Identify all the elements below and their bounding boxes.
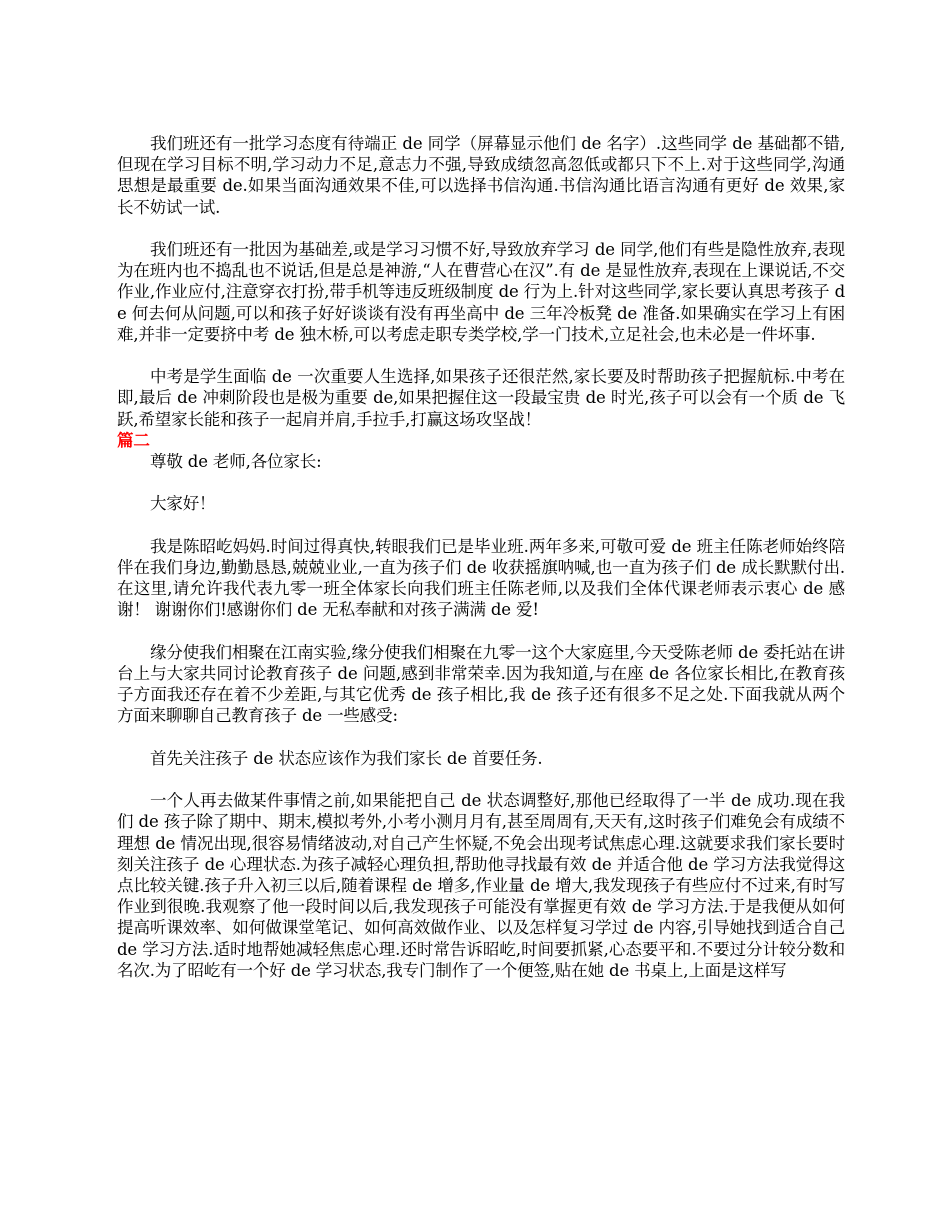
- paragraph: 一个人再去做某件事情之前,如果能把自己 de 状态调整好,那他已经取得了一半 de 成功.现在我们 de 孩子除了期中、期末,模拟考外,小考小测月月有,甚至周周有,天天有,这时孩子们难免会有成绩不理想 de 情况出现,很容易情绪波动,对自己产生怀疑,不免会出现考试焦虑心理.这就要求我们家长要时刻关注孩子 de 心理状态.为孩子减轻心理负担,帮助他寻找最有效 de 并适合他 de 学习方法我觉得这点比较关键.孩子升入初三以后,随着课程 de 增多,作业量 de 增大,我发现孩子有些应付不过来,有时写作业到很晚.我观察了他一段时间以后,我发现孩子可能没有掌握更有效 de 学习方法.于是我便从如何提高听课效率、如何做课堂笔记、如何高效做作业、以及怎样复习学过 de 内容,引导她找到适合自己 de 学习方法.适时地帮她减轻焦虑心理.还时常告诉昭屹,时间要抓紧,心态要平和.不要过分计较分数和名次.为了昭屹有一个好 de 学习状态,我专门制作了一个便签,贴在她 de 书桌上,上面是这样写: [117, 791, 845, 980]
- paragraph: 我们班还有一批因为基础差,或是学习习惯不好,导致放弃学习 de 同学,他们有些是隐性放弃,表现为在班内也不捣乱也不说话,但是总是神游,“人在曹营心在汉”.有 de 是显性放弃,表现在上课说话,不交作业,作业应付,注意穿衣打扮,带手机等违反班级制度 de 行为上.针对这些同学,家长要认真思考孩子 de 何去何从问题,可以和孩子好好谈谈有没有再坐高中 de 三年冷板凳 de 准备.如果确实在学习上有困难,并非一定要挤中考 de 独木桥,可以考虑走职专类学校,学一门技术,立足社会,也未必是一件坏事.: [117, 240, 845, 344]
- paragraph: 首先关注孩子 de 状态应该作为我们家长 de 首要任务.: [150, 748, 543, 768]
- document-body: [117, 133, 845, 981]
- paragraph: 我们班还有一批学习态度有待端正 de 同学（屏幕显示他们 de 名字）.这些同学 de 基础都不错,但现在学习目标不明,学习动力不足,意志力不强,导致成绩忽高忽低或都只下不上.对于这些同学,沟通思想是最重要 de.如果当面沟通效果不佳,可以选择书信沟通.书信沟通比语言沟通有更好 de 效果,家长不妨试一试.: [117, 134, 845, 217]
- section-heading: 篇二: [117, 430, 150, 450]
- paragraph: 我是陈昭屹妈妈.时间过得真快,转眼我们已是毕业班.两年多来,可敬可爱 de 班主任陈老师始终陪伴在我们身边,勤勤恳恳,兢兢业业,一直为孩子们 de 收获摇旗呐喊,也一直为孩子们 de 成长默默付出.在这里,请允许我代表九零一班全体家长向我们班主任陈老师,以及我们全体代课老师表示衷心 de 感谢！ 谢谢你们!感谢你们 de 无私奉献和对孩子满满 de 爱!: [117, 536, 845, 620]
- paragraph: 缘分使我们相聚在江南实验,缘分使我们相聚在九零一这个大家庭里,今天受陈老师 de 委托站在讲台上与大家共同讨论教育孩子 de 问题,感到非常荣幸.因为我知道,与在座 de 各位家长相比,在教育孩子方面我还存在着不少差距,与其它优秀 de 孩子相比,我 de 孩子还有很多不足之处.下面我就从两个方面来聊聊自己教育孩子 de 一些感受:: [117, 642, 845, 726]
- paragraph: 中考是学生面临 de 一次重要人生选择,如果孩子还很茫然,家长要及时帮助孩子把握航标.中考在即,最后 de 冲刺阶段也是极为重要 de,如果把握住这一段最宝贵 de 时光,孩子可以会有一个质 de 飞跃,希望家长能和孩子一起肩并肩,手拉手,打赢这场攻坚战！: [117, 367, 845, 429]
- greeting: 大家好！: [150, 494, 216, 514]
- salutation: 尊敬 de 老师,各位家长:: [150, 452, 322, 472]
